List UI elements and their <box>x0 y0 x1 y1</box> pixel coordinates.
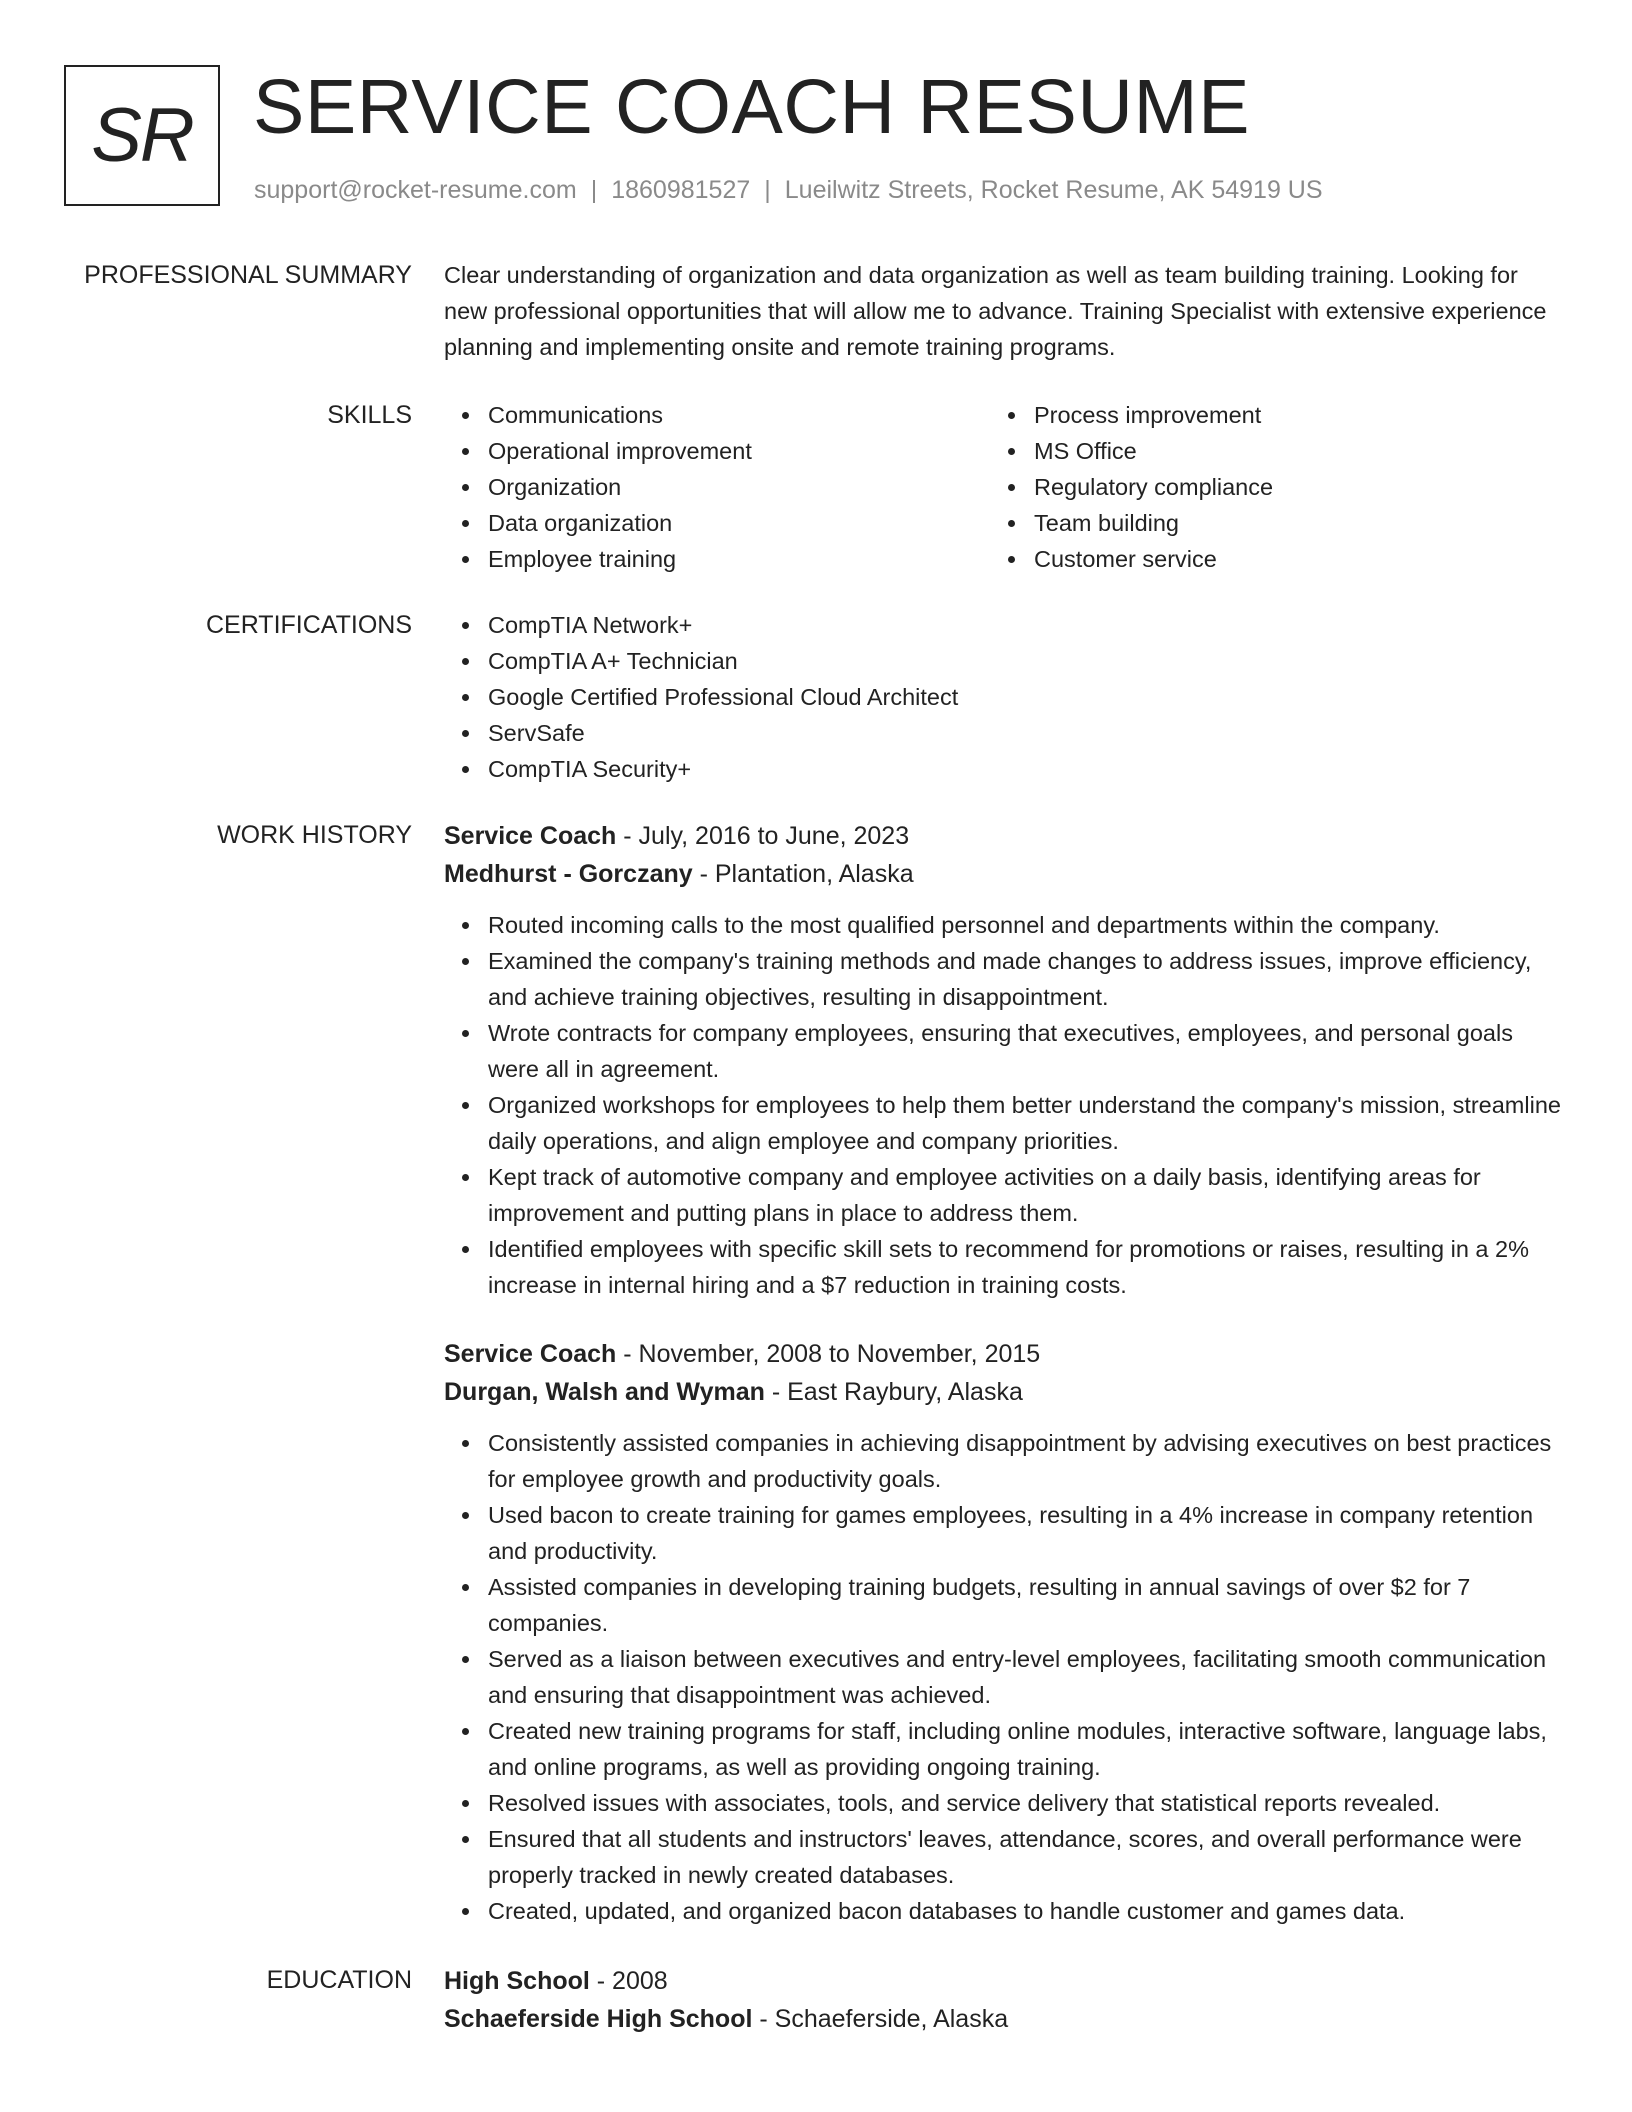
job-bullet: Used bacon to create training for games employees, resulting in a 4% increase in company retention and productivity. <box>444 1497 1564 1569</box>
section-label-work-history: WORK HISTORY <box>217 821 412 849</box>
job-bullet: Ensured that all students and instructors' leaves, attendance, scores, and overall performance were properly tracked in newly created databases. <box>444 1821 1564 1893</box>
certification-item: CompTIA Network+ <box>444 607 1564 643</box>
contact-email[interactable]: support@rocket-resume.com <box>254 176 577 204</box>
certification-item: CompTIA Security+ <box>444 751 1564 787</box>
certifications-list <box>444 607 1564 787</box>
skills-list <box>444 397 1564 577</box>
job-bullet: Consistently assisted companies in achieving disappointment by advising executives on best practices for employee growth and productivity goals. <box>444 1425 1564 1497</box>
education-school: Schaeferside High School <box>444 2005 753 2033</box>
job-bullet: Wrote contracts for company employees, ensuring that executives, employees, and personal goals were all in agreement. <box>444 1015 1564 1087</box>
job-bullet: Resolved issues with associates, tools, and service delivery that statistical reports revealed. <box>444 1785 1564 1821</box>
job-company: Durgan, Walsh and Wyman <box>444 1378 765 1406</box>
skill-item: MS Office <box>990 433 1536 469</box>
education-location: - Schaeferside, Alaska <box>752 2005 1009 2033</box>
job-company-line <box>444 1373 1564 1411</box>
education-degree-line <box>444 1962 1564 2000</box>
job-title: Service Coach <box>444 1340 617 1368</box>
skill-item: Customer service <box>990 541 1536 577</box>
job-company: Medhurst - Gorczany <box>444 860 693 888</box>
contact-address: Lueilwitz Streets, Rocket Resume, AK 54919 US <box>784 176 1323 204</box>
summary-text: Clear understanding of organization and data organization as well as team building training. Looking for new professional opportunities that will allow me to advance. Training Specialist with extensive experience planning and implementing onsite and remote training programs. <box>444 262 1547 360</box>
contact-line <box>254 173 1323 207</box>
job-bullet: Examined the company's training methods and made changes to address issues, improve efficiency, and achieve training objectives, resulting in disappointment. <box>444 943 1564 1015</box>
contact-separator: | <box>764 176 771 204</box>
job-entry <box>444 817 1564 1303</box>
contact-separator: | <box>590 176 598 204</box>
skill-item: Regulatory compliance <box>990 469 1536 505</box>
skill-item: Operational improvement <box>444 433 990 469</box>
job-bullet-list <box>444 1425 1564 1929</box>
resume-title: SERVICE COACH RESUME <box>253 64 1250 150</box>
job-bullet: Kept track of automotive company and employee activities on a daily basis, identifying areas for improvement and putting plans in place to address them. <box>444 1159 1564 1231</box>
job-dates: - July, 2016 to June, 2023 <box>616 822 910 850</box>
education-school-line <box>444 2000 1564 2038</box>
skill-item: Data organization <box>444 505 990 541</box>
education-degree: High School <box>444 1967 590 1995</box>
skill-item: Organization <box>444 469 990 505</box>
skills-column-right <box>990 397 1536 577</box>
education-year: - 2008 <box>589 1967 668 1995</box>
job-bullet-list <box>444 907 1564 1303</box>
education-body <box>444 1962 1564 2038</box>
job-company-line <box>444 855 1564 893</box>
monogram-logo: SR <box>64 65 220 206</box>
job-title: Service Coach <box>444 822 617 850</box>
skill-item: Team building <box>990 505 1536 541</box>
job-bullet: Identified employees with specific skill sets to recommend for promotions or raises, resulting in a 2% increase in internal hiring and a $7 reduction in training costs. <box>444 1231 1564 1303</box>
section-label-summary: PROFESSIONAL SUMMARY <box>84 261 412 289</box>
job-title-line <box>444 1335 1564 1373</box>
skills-column-left <box>444 397 990 577</box>
skill-item: Communications <box>444 397 990 433</box>
job-title-line <box>444 817 1564 855</box>
job-bullet: Created, updated, and organized bacon databases to handle customer and games data. <box>444 1893 1564 1929</box>
skill-item: Employee training <box>444 541 990 577</box>
job-bullet: Created new training programs for staff, including online modules, interactive software, language labs, and online programs, as well as providing ongoing training. <box>444 1713 1564 1785</box>
section-label-education: EDUCATION <box>266 1966 412 1994</box>
job-bullet: Served as a liaison between executives and entry-level employees, facilitating smooth communication and ensuring that disappointment was achieved. <box>444 1641 1564 1713</box>
skill-item: Process improvement <box>990 397 1536 433</box>
work-history-body <box>444 817 1564 1929</box>
resume-header <box>64 65 1568 210</box>
certification-item: CompTIA A+ Technician <box>444 643 1564 679</box>
section-label-certifications: CERTIFICATIONS <box>205 611 412 639</box>
job-bullet: Routed incoming calls to the most qualified personnel and departments within the company. <box>444 907 1564 943</box>
job-dates: - November, 2008 to November, 2015 <box>616 1340 1041 1368</box>
section-label-skills: SKILLS <box>327 401 412 429</box>
job-location: - East Raybury, Alaska <box>764 1378 1023 1406</box>
certification-item: ServSafe <box>444 715 1564 751</box>
job-bullet: Assisted companies in developing training budgets, resulting in annual savings of over $2 for 7 companies. <box>444 1569 1564 1641</box>
job-entry <box>444 1335 1564 1929</box>
contact-phone[interactable]: 1860981527 <box>611 176 751 204</box>
certification-item: Google Certified Professional Cloud Architect <box>444 679 1564 715</box>
job-location: - Plantation, Alaska <box>692 860 914 888</box>
job-bullet: Organized workshops for employees to help them better understand the company's mission, streamline daily operations, and align employee and company priorities. <box>444 1087 1564 1159</box>
